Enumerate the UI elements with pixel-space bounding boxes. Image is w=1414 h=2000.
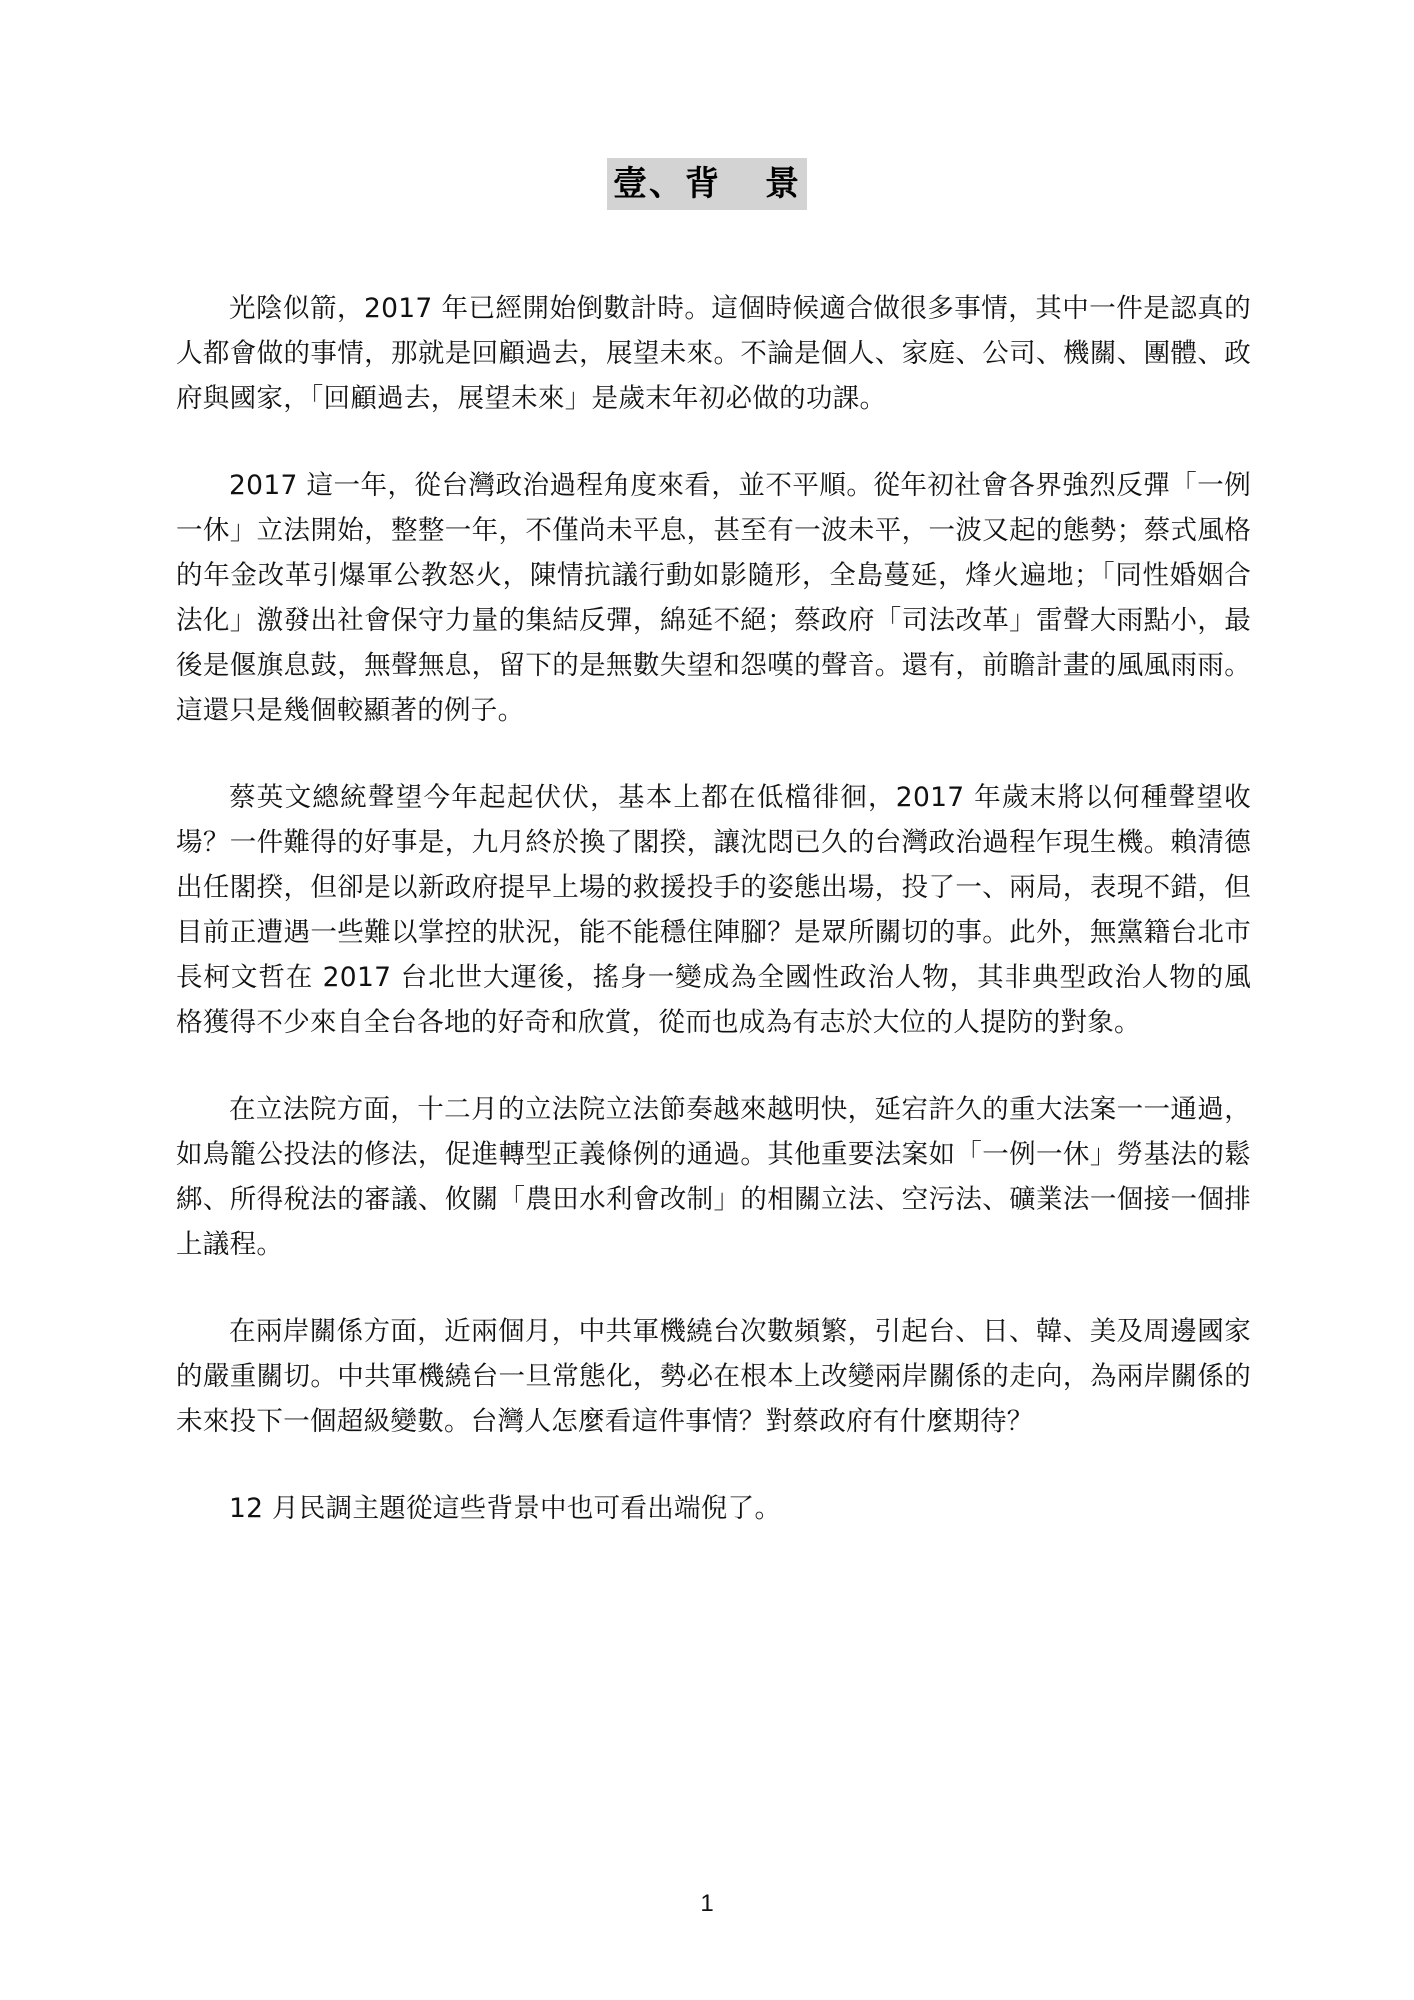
heading-container [0, 158, 1414, 210]
page-number: 1 [700, 1890, 714, 1917]
paragraph-cross-strait: 在兩岸關係方面，近兩個月，中共軍機繞台次數頻繁，引起台、日、韓、美及周邊國家的嚴重關切。中共軍機繞台一旦常態化，勢必在根本上改變兩岸關係的走向，為兩岸關係的未來投下一個超級變數。台灣人怎麼看這件事情？對蔡政府有什麼期待？ [176, 1316, 1251, 1437]
paragraph-intro: 光陰似箭，2017 年已經開始倒數計時。這個時候適合做很多事情，其中一件是認真的人都會做的事情，那就是回顧過去，展望未來。不論是個人、家庭、公司、機關、團體、政府與國家，「回顧過去，展望未來」是歲末年初必做的功課。 [176, 293, 1251, 414]
paragraph-december-poll: 12 月民調主題從這些背景中也可看出端倪了。 [229, 1493, 782, 1524]
body-text [176, 286, 1251, 1573]
paragraph-president-approval: 蔡英文總統聲望今年起起伏伏，基本上都在低檔徘徊，2017 年歲末將以何種聲望收場？一件難得的好事是，九月終於換了閣揆，讓沈悶已久的台灣政治過程乍現生機。賴清德出任閣揆，但卻是以新政府提早上場的救援投手的姿態出場，投了一、兩局，表現不錯，但目前正遭遇一些難以掌控的狀況，能不能穩住陣腳？是眾所關切的事。此外，無黨籍台北市長柯文哲在 2017 台北世大運後，搖身一變成為全國性政治人物，其非典型政治人物的風格獲得不少來自全台各地的好奇和欣賞，從而也成為有志於大位的人提防的對象。 [176, 782, 1251, 1038]
section-heading [607, 158, 807, 210]
section-heading-part1: 壹、背 [613, 164, 721, 204]
paragraph-legislature: 在立法院方面，十二月的立法院立法節奏越來越明快，延宕許久的重大法案一一通過，如鳥籠公投法的修法，促進轉型正義條例的通過。其他重要法案如「一例一休」勞基法的鬆綁、所得稅法的審議、攸關「農田水利會改制」的相關立法、空污法、礦業法一個接一個排上議程。 [176, 1094, 1251, 1260]
section-heading-part2: 景 [765, 164, 801, 204]
paragraph-politics-2017: 2017 這一年，從台灣政治過程角度來看，並不平順。從年初社會各界強烈反彈「一例一休」立法開始，整整一年，不僅尚未平息，甚至有一波未平，一波又起的態勢；蔡式風格的年金改革引爆軍公教怒火，陳情抗議行動如影隨形，全島蔓延，烽火遍地；「同性婚姻合法化」激發出社會保守力量的集結反彈，綿延不絕；蔡政府「司法改革」雷聲大雨點小，最後是偃旗息鼓，無聲無息，留下的是無數失望和怨嘆的聲音。還有，前瞻計畫的風風雨雨。這還只是幾個較顯著的例子。 [176, 470, 1251, 726]
